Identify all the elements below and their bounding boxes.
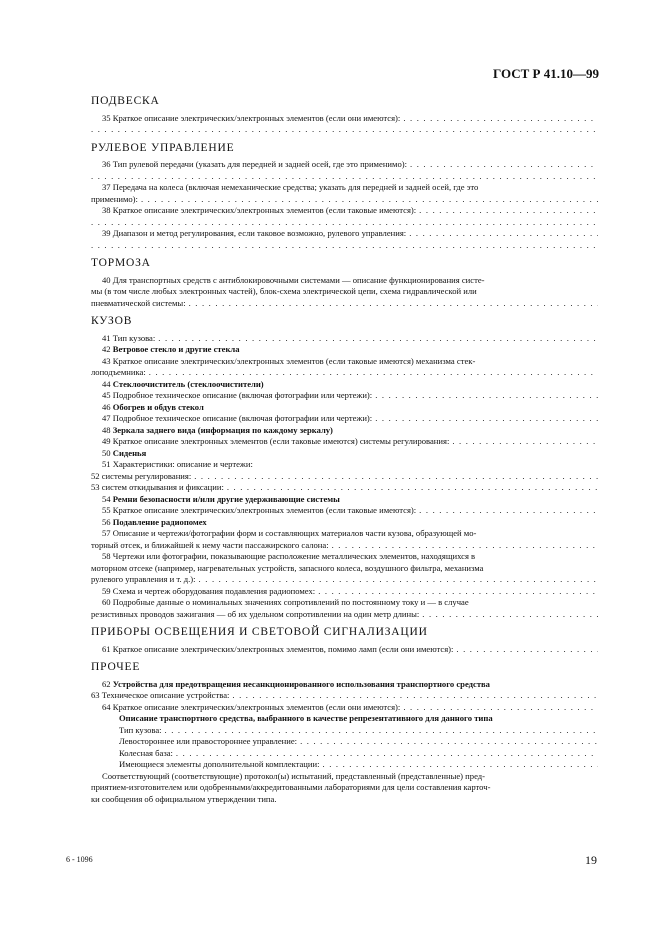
rep-body-type: Тип кузова: . . . <box>91 725 598 737</box>
item-54: 54 Ремни безопасности и/или другие удерживающие системы <box>102 493 340 504</box>
item-45: 45 Подробное техническое описание (включая фотографии или чертежи): . . . <box>91 390 598 402</box>
fill-dots[interactable] <box>320 759 599 771</box>
fill-dots[interactable] <box>406 228 598 240</box>
fill-dots[interactable] <box>416 205 598 217</box>
item-55: 55 Краткое описание электрических/электронных элементов (если таковые имеются): . . . <box>91 505 598 517</box>
print-mark: 6 - 1096 <box>66 855 93 864</box>
fill-line[interactable] <box>91 240 598 252</box>
item-49: 49 Краткое описание электронных элементов (если таковые имеются) системы регулирования: . . . <box>91 436 598 448</box>
item-46: 46 Обогрев и обдув стекол <box>102 401 204 412</box>
item-57: 57 Описание и чертежи/фотографии форм и составляющих материалов части кузова, образующей мо- <box>102 528 477 538</box>
item-56: 56 Подавление радиопомех <box>102 516 207 527</box>
item-50: 50 Сиденья <box>102 447 147 458</box>
section-body: КУЗОВ <box>91 315 133 327</box>
fill-dots[interactable] <box>400 113 598 125</box>
rep-wheelbase: Колесная база: . . . <box>91 748 598 760</box>
fill-dots[interactable] <box>407 159 598 171</box>
item-62: 62 Устройства для предотвращения несанкционированного использования транспортного средства <box>102 678 490 689</box>
rep-drive-side: Левостороннее или правостороннее управление: . . . <box>91 736 598 748</box>
item-58-cont: моторном отсеке (например, нагревательных устройств, запасного колеса, воздушного фильтра, механизма <box>91 562 484 573</box>
fill-dots[interactable] <box>138 194 598 206</box>
item-48: 48 Зеркала заднего вида (информация по каждому зеркалу) <box>102 424 333 435</box>
fill-dots[interactable] <box>315 586 598 598</box>
representative-title: Описание транспортного средства, выбранного в качестве репрезентативного для данного типа <box>119 713 493 723</box>
fill-dots[interactable] <box>453 644 598 656</box>
fill-dots[interactable] <box>329 540 598 552</box>
fill-dots[interactable] <box>449 436 598 448</box>
fill-dots[interactable] <box>173 748 598 760</box>
item-60: 60 Подробные данные о номинальных значениях сопротивлений по постоянному току и — в случае <box>102 597 469 607</box>
item-47: 47 Подробное техническое описание (включая фотографии или чертежи): . . . <box>91 413 598 425</box>
form-content <box>91 96 598 805</box>
page-number: 19 <box>585 853 597 867</box>
fill-dots[interactable] <box>186 298 598 310</box>
item-59: 59 Схема и чертеж оборудования подавления радиопомех: . . . <box>91 586 598 598</box>
fill-dots[interactable] <box>155 333 598 345</box>
rep-options: Имеющиеся элементы дополнительной комплектации: . . . <box>91 759 598 771</box>
fill-dots[interactable] <box>224 482 598 494</box>
fill-dots[interactable] <box>416 505 598 517</box>
section-steering: РУЛЕВОЕ УПРАВЛЕНИЕ <box>91 141 235 154</box>
fill-dots[interactable] <box>372 390 598 402</box>
item-43-cont: лоподъемника: . . . <box>91 367 598 379</box>
fill-line[interactable] <box>91 124 598 136</box>
fill-dots[interactable] <box>419 609 598 621</box>
item-40-end: пневматической системы: . . . <box>91 298 598 310</box>
item-44: 44 Стеклоочиститель (стеклоочистители) <box>102 378 264 389</box>
item-40: 40 Для транспортных средств с антиблокировочными системами — описание функционирования систе- <box>102 274 485 285</box>
fill-dots[interactable] <box>196 574 598 586</box>
item-57-cont: торный отсек, и ближайшей к нему части пассажирского салона: . . . <box>91 540 598 552</box>
fill-dots[interactable] <box>229 690 598 702</box>
item-58-end: рулевого управления и т. д.): . . . <box>91 574 598 586</box>
standard-header: ГОСТ Р 41.10—99 <box>493 66 599 81</box>
fill-dots[interactable] <box>372 413 598 425</box>
closing-line-3: ки сообщения об официальном утверждении типа. <box>91 793 277 804</box>
item-58: 58 Чертежи или фотографии, показывающие расположение металлических элементов, находящихся в <box>102 551 476 561</box>
item-42: 42 Ветровое стекло и другие стекла <box>102 344 240 354</box>
item-60-cont: резистивных проводов зажигания — об их удельном сопротивлении на один метр длины: . . . <box>91 609 598 621</box>
section-brakes: ТОРМОЗА <box>91 257 151 269</box>
item-35: 35 Краткое описание электрических/электронных элементов (если они имеются): . . . <box>91 113 598 125</box>
item-41: 41 Тип кузова: . . . <box>91 333 598 345</box>
item-64: 64 Краткое описание электрических/электронных элементов (если они имеются): . . . <box>91 702 598 714</box>
item-53: 53 систем откидывания и фиксации: . . . <box>91 482 598 494</box>
item-51: 51 Характеристики: описание и чертежи: <box>102 459 253 469</box>
item-61: 61 Краткое описание электрических/электронных элементов, помимо ламп (если они имеются): . . . <box>91 644 598 656</box>
item-37-cont: применимо): . . . <box>91 194 598 206</box>
closing-line-2: приятием-изготовителем или одобренными/аккредитованными лабораториями для цели составления карточ- <box>91 782 491 792</box>
section-other: ПРОЧЕЕ <box>91 661 141 673</box>
item-40-cont: мы (в том числе любых электронных частей), блок-схема электрической цепи, схема гидравлической или <box>91 286 477 296</box>
closing-line-1: Соответствующий (соответствующие) протокол(ы) испытаний, представленный (представленные) пред- <box>102 770 485 781</box>
fill-dots[interactable] <box>146 367 598 379</box>
section-lighting: ПРИБОРЫ ОСВЕЩЕНИЯ И СВЕТОВОЙ СИГНАЛИЗАЦИИ <box>91 626 428 638</box>
fill-line[interactable] <box>91 171 598 183</box>
item-38: 38 Краткое описание электрических/электронных элементов (если таковые имеются): . . . <box>91 205 598 217</box>
item-36: 36 Тип рулевой передачи (указать для передней и задней осей, где это применимо): . . . <box>91 159 598 171</box>
section-suspension: ПОДВЕСКА <box>91 95 160 107</box>
fill-dots[interactable] <box>162 725 598 737</box>
item-43: 43 Краткое описание электрических/электронных элементов (если таковые имеются) механизма стек- <box>102 355 476 366</box>
item-39: 39 Диапазон и метод регулирования, если таковое возможно, рулевого управления: . . . <box>91 228 598 240</box>
item-52: 52 системы регулирования: . . . <box>91 471 598 483</box>
fill-dots[interactable] <box>297 736 598 748</box>
fill-line[interactable] <box>91 217 598 229</box>
fill-dots[interactable] <box>191 471 598 483</box>
fill-dots[interactable] <box>400 702 598 714</box>
item-37: 37 Передача на колеса (включая немеханические средства; указать для передней и задней осей, где это <box>102 182 479 192</box>
item-63: 63 Техническое описание устройства: . . . <box>91 690 598 702</box>
